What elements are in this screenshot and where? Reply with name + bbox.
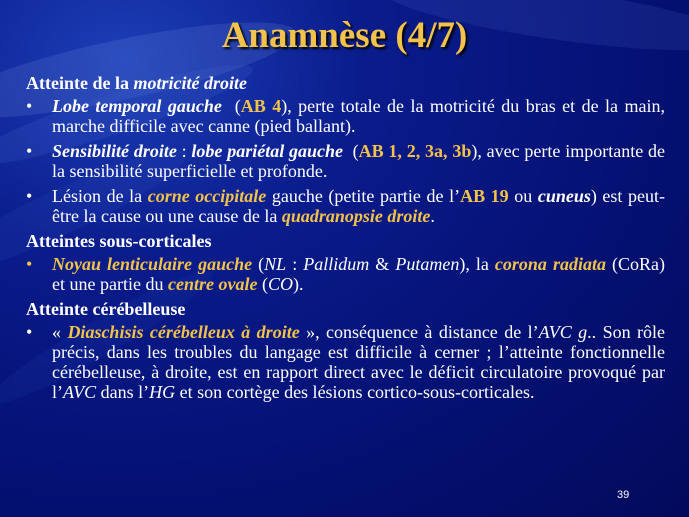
section-heading-cerebelleuse: Atteinte cérébelleuse — [26, 299, 186, 319]
bullet-icon: • — [26, 141, 33, 161]
bullet-diaschisis: • « Diaschisis cérébelleux à droite », conséquence à distance de l’AVC g.. Son rôle précis, dans les troubles du langage est difficile à cerner ; l’atteinte fonctionnelle cérébelleuse, à droite, est en rapport direct avec le déficit circulatoire provoqué par l’AVC dans l’HG et son cortège des lésions cortico-sous-corticales. — [26, 322, 666, 402]
bullet-icon: • — [26, 96, 33, 116]
bullet-lobe-temporal: • Lobe temporal gauche (AB 4), perte totale de la motricité du bras et de la main, marche difficile avec canne (pied ballant). — [26, 96, 665, 136]
bullet-sensibilite: • Sensibilité droite : lobe pariétal gauche (AB 1, 2, 3a, 3b), avec perte importante de la sensibilité superficielle et profonde. — [26, 141, 665, 181]
bullet-lesion-occipitale: • Lésion de la corne occipitale gauche (petite partie de l’AB 19 ou cuneus) est peut-être la cause ou une cause de la quadranopsie droite. — [26, 186, 665, 226]
slide-title: Anamnèse (4/7) — [221, 15, 468, 56]
bullet-icon: • — [26, 254, 33, 274]
page-number: 39 — [617, 489, 630, 501]
section-heading-motricite: Atteinte de la motricité droite — [26, 73, 247, 93]
slide-content — [26, 73, 665, 407]
bullet-icon: • — [26, 186, 33, 206]
bullet-noyau-lenticulaire: • Noyau lenticulaire gauche (NL : Pallidum & Putamen), la corona radiata (CoRa) et une partie du centre ovale (CO). — [26, 254, 666, 294]
bullet-icon: • — [26, 322, 33, 342]
section-heading-sous-corticales: Atteintes sous-corticales — [26, 231, 212, 251]
